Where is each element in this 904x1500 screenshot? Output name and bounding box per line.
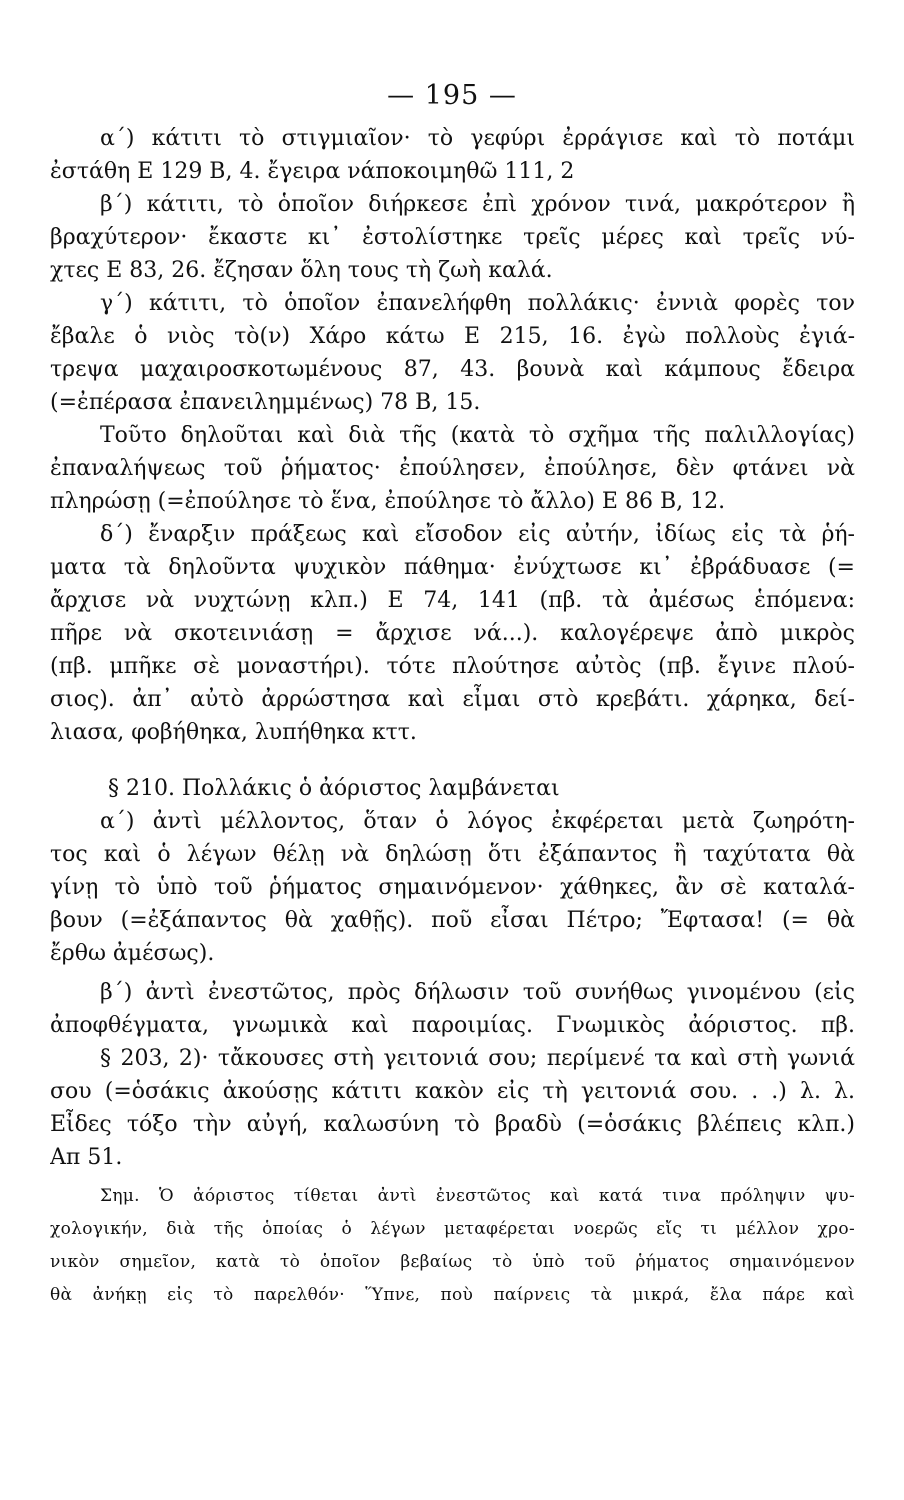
text-line: δ΄) ἔναρξιν πράξεως καὶ εἴσοδον εἰς αὐτήν, ἰδίως εἰς τὰ ῥή- (100, 522, 855, 547)
footnote (50, 1180, 855, 1312)
text-line: τρεψα μαχαιροσκοτωμένους 87, 43. βουνὰ καὶ κάμπους ἔδειρα (50, 357, 855, 382)
text-line: Τοῦτο δηλοῦται καὶ διὰ τῆς (κατὰ τὸ σχῆμα τῆς παλιλλογίας) (100, 423, 855, 448)
note-line: θὰ ἀνήκῃ εἰς τὸ παρελθόν· Ὕπνε, ποὺ παίρνεις τὰ μικρά, ἔλα πάρε καὶ (50, 1285, 855, 1305)
section-gap (50, 749, 855, 772)
section-heading: § 210. Πολλάκις ὁ ἀόριστος λαμβάνεται (108, 776, 560, 801)
text-line: α΄) κάτιτι τὸ στιγμιαῖον· τὸ γεφύρι ἐρράγισε καὶ τὸ ποτάμι (100, 126, 855, 151)
text-line: βραχύτερον· ἔκαστε κι᾽ ἐστολίστηκε τρεῖς μέρες καὶ τρεῖς νύ- (50, 225, 855, 250)
text-line: βουν (=ἐξάπαντος θὰ χαθῇς). ποῦ εἶσαι Πέτρο; Ἔφτασα! (= θὰ (50, 908, 855, 933)
text-line: τος καὶ ὁ λέγων θέλῃ νὰ δηλώσῃ ὅτι ἐξάπαντος ἢ ταχύτατα θὰ (50, 842, 855, 867)
text-line: γ΄) κάτιτι, τὸ ὁποῖον ἐπανελήφθη πολλάκις· ἐννιὰ φορὲς τον (100, 291, 855, 316)
text-line: β΄) κάτιτι, τὸ ὁποῖον διήρκεσε ἐπὶ χρόνον τινά, μακρότερον ἢ (100, 192, 855, 217)
text-line: ἔρθω ἀμέσως). (50, 941, 215, 966)
text-line: ἔβαλε ὁ νιὸς τὸ(ν) Χάρο κάτω Ε 215, 16. ἐγὼ πολλοὺς ἐγιά- (50, 324, 855, 349)
text-line: § 203, 2)· τἄκουσες στὴ γειτονιά σου; περίμενέ τα καὶ στὴ γωνιά (100, 1046, 855, 1071)
note-line: Σημ. Ὁ ἀόριστος τίθεται ἀντὶ ἐνεστῶτος καὶ κατά τινα πρόληψιν ψυ- (100, 1186, 855, 1206)
text-line: ἀποφθέγματα, γνωμικὰ καὶ παροιμίας. Γνωμικὸς ἀόριστος. πβ. (50, 1013, 855, 1038)
text-line: λιασα, φοβήθηκα, λυπήθηκα κττ. (50, 720, 417, 745)
note-line: χολογικήν, διὰ τῆς ὁποίας ὁ λέγων μεταφέρεται νοερῶς εἴς τι μέλλον χρο- (50, 1219, 855, 1239)
text-line: (πβ. μπῆκε σὲ μοναστήρι). τότε πλούτησε αὐτὸς (πβ. ἔγινε πλού- (50, 654, 855, 679)
text-line: α΄) ἀντὶ μέλλοντος, ὅταν ὁ λόγος ἐκφέρεται μετὰ ζωηρότη- (100, 809, 855, 834)
text-line: ματα τὰ δηλοῦντα ψυχικὸν πάθημα· ἐνύχτωσε κι᾽ ἐβράδυασε (= (50, 555, 855, 580)
text-line: ἐπαναλήψεως τοῦ ῥήματος· ἐπούλησεν, ἐπούλησε, δὲν φτάνει νὰ (50, 456, 855, 481)
text-line: χτες Ε 83, 26. ἔζησαν ὅλη τους τὴ ζωὴ καλά. (50, 258, 553, 283)
note-line: νικὸν σημεῖον, κατὰ τὸ ὁποῖον βεβαίως τὸ ὑπὸ τοῦ ῥήματος σημαινόμενον (50, 1252, 855, 1272)
main-text (50, 122, 855, 1312)
page-number: — 195 — (387, 80, 517, 111)
text-line: Απ 51. (50, 1145, 123, 1170)
text-line: (=ἐπέρασα ἐπανειλημμένως) 78 Β, 15. (50, 390, 481, 415)
text-line: πῆρε νὰ σκοτεινιάσῃ = ἄρχισε νά...). καλογέρεψε ἀπὸ μικρὸς (50, 621, 855, 646)
text-line: ἄρχισε νὰ νυχτώνῃ κλπ.) Ε 74, 141 (πβ. τὰ ἀμέσως ἑπόμενα: (50, 588, 855, 613)
text-line: πληρώσῃ (=ἐπούλησε τὸ ἕνα, ἐπούλησε τὸ ἄλλο) Ε 86 Β, 12. (50, 489, 726, 514)
text-line: β΄) ἀντὶ ἐνεστῶτος, πρὸς δήλωσιν τοῦ συνήθως γινομένου (εἰς (100, 980, 855, 1005)
text-line: σιος). ἀπ᾽ αὐτὸ ἀρρώστησα καὶ εἶμαι στὸ κρεβάτι. χάρηκα, δεί- (50, 687, 855, 712)
text-line: Εἶδες τόξο τὴν αὐγή, καλωσύνη τὸ βραδὺ (=ὁσάκις βλέπεις κλπ.) (50, 1112, 855, 1137)
text-line: γίνῃ τὸ ὑπὸ τοῦ ῥήματος σημαινόμενον· χάθηκες, ἂν σὲ καταλά- (50, 875, 855, 900)
text-line: σου (=ὁσάκις ἀκούσῃς κάτιτι κακὸν εἰς τὴ γειτονιά σου. . .) λ. λ. (50, 1079, 855, 1104)
text-line: ἐστάθη Ε 129 Β, 4. ἔγειρα νάποκοιμηθῶ 111, 2 (50, 159, 575, 184)
